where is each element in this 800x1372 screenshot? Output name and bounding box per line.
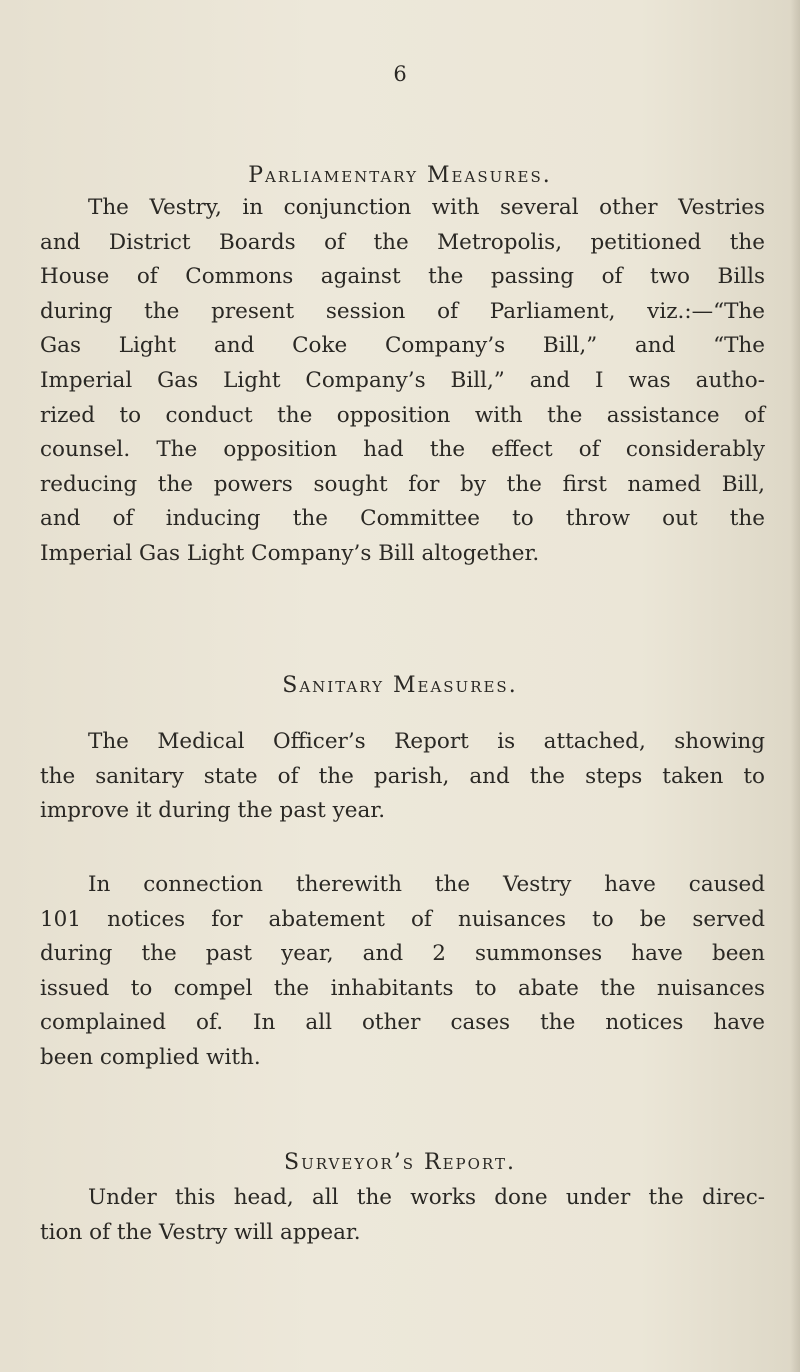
section-heading-sanitary-measures: Sanitary Measures. — [282, 673, 518, 698]
text-line: reducing the powers sought for by the first named Bill, — [40, 471, 765, 497]
text-line: issued to compel the inhabitants to abate the nuisances — [40, 975, 765, 1001]
paragraph-surveyors-report — [40, 1181, 765, 1250]
text-line: Imperial Gas Light Company’s Bill altogether. — [40, 540, 540, 566]
text-line: tion of the Vestry will appear. — [40, 1219, 361, 1245]
text-line: 101 notices for abatement of nuisances to be served — [40, 906, 765, 932]
text-line: The Vestry, in conjunction with several other Vestries — [88, 195, 765, 220]
text-line: In connection therewith the Vestry have caused — [88, 872, 765, 897]
section-heading-surveyors-report: Surveyor’s Report. — [284, 1150, 516, 1175]
paragraph-parliamentary-measures — [40, 191, 765, 572]
text-line: rized to conduct the opposition with the assistance of — [40, 402, 765, 428]
text-line: Imperial Gas Light Company’s Bill,” and I was autho- — [40, 367, 765, 393]
paragraph-nuisance-notices — [40, 868, 765, 1076]
text-line: counsel. The opposition had the effect of considerably — [40, 437, 765, 463]
text-line: and District Boards of the Metropolis, petitioned the — [40, 229, 765, 255]
text-line: and of inducing the Committee to throw out the — [40, 506, 765, 532]
text-line: complained of. In all other cases the notices have — [40, 1010, 765, 1036]
text-line: the sanitary state of the parish, and the steps taken to — [40, 763, 765, 789]
text-line: The Medical Officer’s Report is attached, showing — [88, 729, 765, 754]
text-line: Gas Light and Coke Company’s Bill,” and “The — [40, 333, 765, 359]
text-line: during the present session of Parliament, viz.:—“The — [40, 298, 765, 324]
page-edge-shadow — [790, 0, 800, 1372]
text-line: House of Commons against the passing of two Bills — [40, 264, 765, 290]
paragraph-medical-report — [40, 725, 765, 829]
text-line: during the past year, and 2 summonses have been — [40, 941, 765, 967]
page-number: 6 — [393, 62, 407, 86]
text-line: been complied with. — [40, 1044, 261, 1070]
text-line: improve it during the past year. — [40, 798, 386, 824]
section-heading-parliamentary-measures: Parliamentary Measures. — [248, 163, 552, 188]
text-line: Under this head, all the works done under the direc- — [88, 1185, 765, 1210]
